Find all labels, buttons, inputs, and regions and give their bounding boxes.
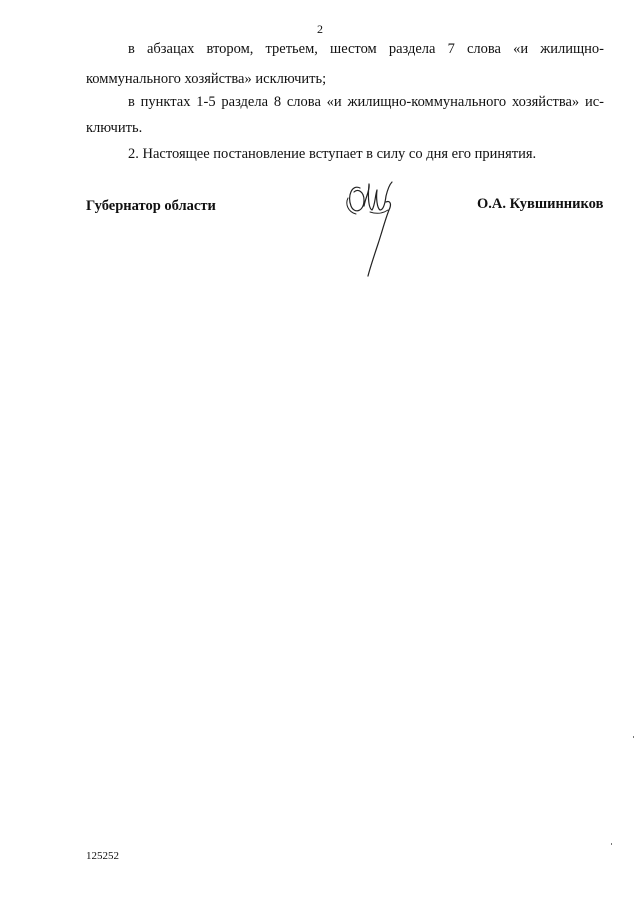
paragraph-1-line-2: коммунального хозяйства» исключить; bbox=[86, 71, 327, 87]
scan-speck bbox=[633, 736, 634, 738]
paragraph-1-line-1: в абзацах втором, третьем, шестом раздела 7 слова «и жилищно- bbox=[128, 41, 604, 57]
paragraph-2-line-1: в пунктах 1-5 раздела 8 слова «и жилищно-коммунального хозяйства» ис- bbox=[128, 94, 604, 110]
document-code: 125252 bbox=[86, 850, 119, 862]
page-number: 2 bbox=[317, 22, 323, 36]
paragraph-2-line-2: ключить. bbox=[86, 120, 143, 136]
scan-speck bbox=[611, 843, 612, 845]
signature-position: Губернатор области bbox=[86, 198, 216, 214]
signature-name: О.А. Кувшинников bbox=[477, 196, 604, 212]
paragraph-3-line-1: 2. Настоящее постановление вступает в силу со дня его принятия. bbox=[128, 146, 537, 162]
handwritten-signature bbox=[342, 176, 402, 284]
